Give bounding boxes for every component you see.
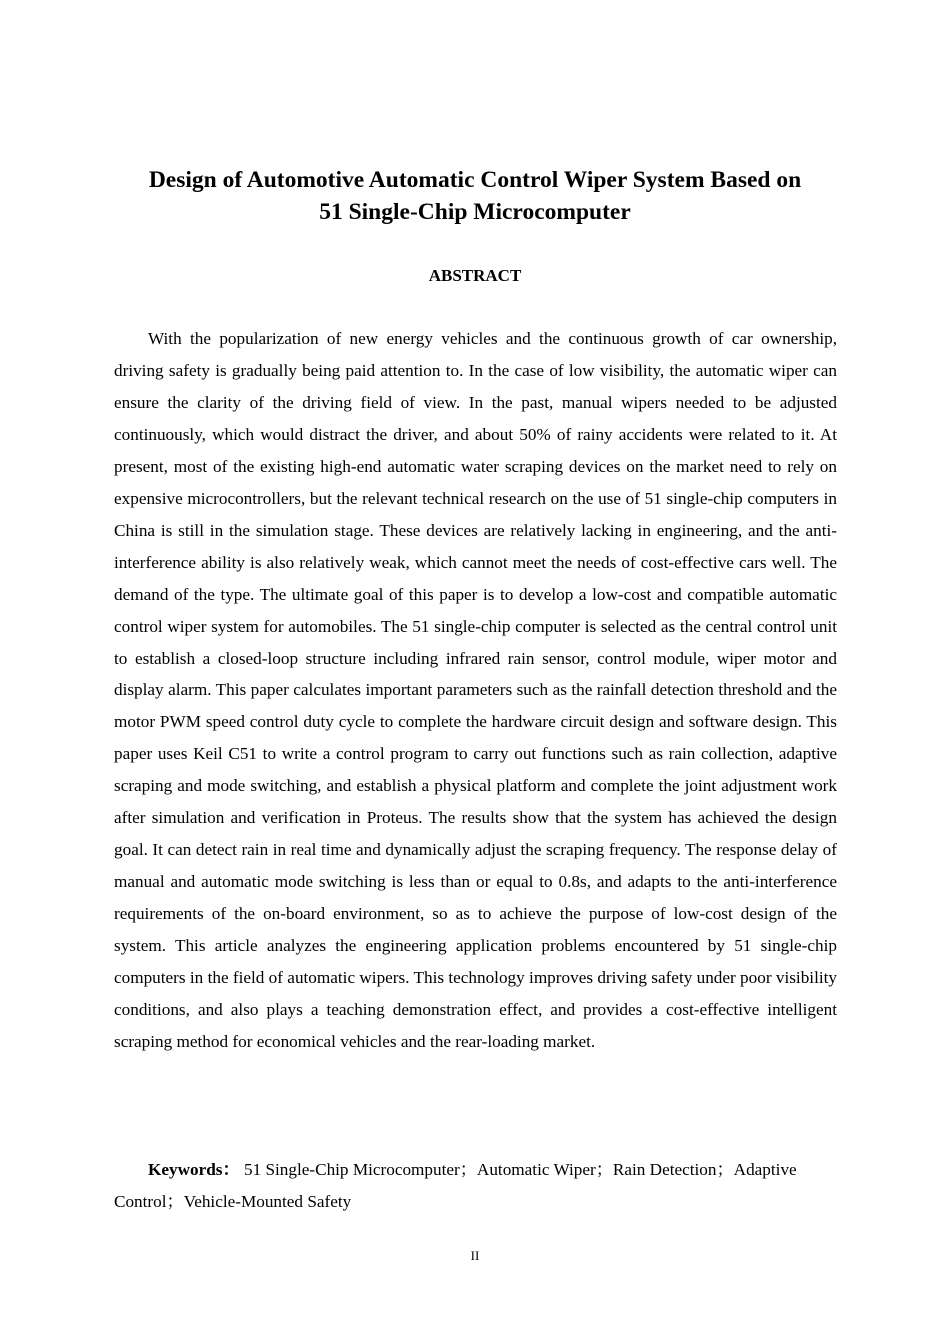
keywords-label: Keywords： [148, 1160, 240, 1179]
abstract-heading: ABSTRACT [428, 266, 522, 285]
page-number: II [470, 1248, 480, 1263]
keywords [114, 1154, 837, 1218]
paper-title [100, 164, 850, 228]
paper-title-line-1: Design of Automotive Automatic Control Wiper System Based on [148, 167, 802, 193]
paper-title-line-2: 51 Single-Chip Microcomputer [319, 199, 631, 225]
abstract-body: With the popularization of new energy vehicles and the continuous growth of car ownership, driving safety is gradually being paid attention to. In the case of low visibility, the automatic wiper can ensure the clarity of the driving field of view. In the past, manual wipers needed to be adjusted continuously, which would distract the driver, and about 50% of rainy accidents were related to it. At present, most of the existing high-end automatic water scraping devices on the market need to rely on expensive microcontrollers, but the relevant technical research on the use of 51 single-chip computers in China is still in the simulation stage. These devices are relatively lacking in engineering, and the anti-interference ability is also relatively weak, which cannot meet the needs of cost-effective cars well. The demand of the type. The ultimate goal of this paper is to develop a low-cost and compatible automatic control wiper system for automobiles. The 51 single-chip computer is selected as the central control unit to establish a closed-loop structure including infrared rain sensor, control module, wiper motor and display alarm. This paper calculates important parameters such as the rainfall detection threshold and the motor PWM speed control duty cycle to complete the hardware circuit design and software design. This paper uses Keil C51 to write a control program to carry out functions such as rain collection, adaptive scraping and mode switching, and establish a physical platform and complete the joint adjustment work after simulation and verification in Proteus. The results show that the system has achieved the design goal. It can detect rain in real time and dynamically adjust the scraping frequency. The response delay of manual and automatic mode switching is less than or equal to 0.8s, and adapts to the anti-interference requirements of the on-board environment, so as to achieve the purpose of low-cost design of the system. This article analyzes the engineering application problems encountered by 51 single-chip computers in the field of automatic wipers. This technology improves driving safety under poor visibility conditions, and also plays a teaching demonstration effect, and provides a cost-effective intelligent scraping method for economical vehicles and the rear-loading market. [114, 329, 837, 1051]
keywords-list: 51 Single-Chip Microcomputer；Automatic Wiper；Rain Detection；Adaptive Control；Vehicle-Mounted Safety [114, 1160, 797, 1211]
